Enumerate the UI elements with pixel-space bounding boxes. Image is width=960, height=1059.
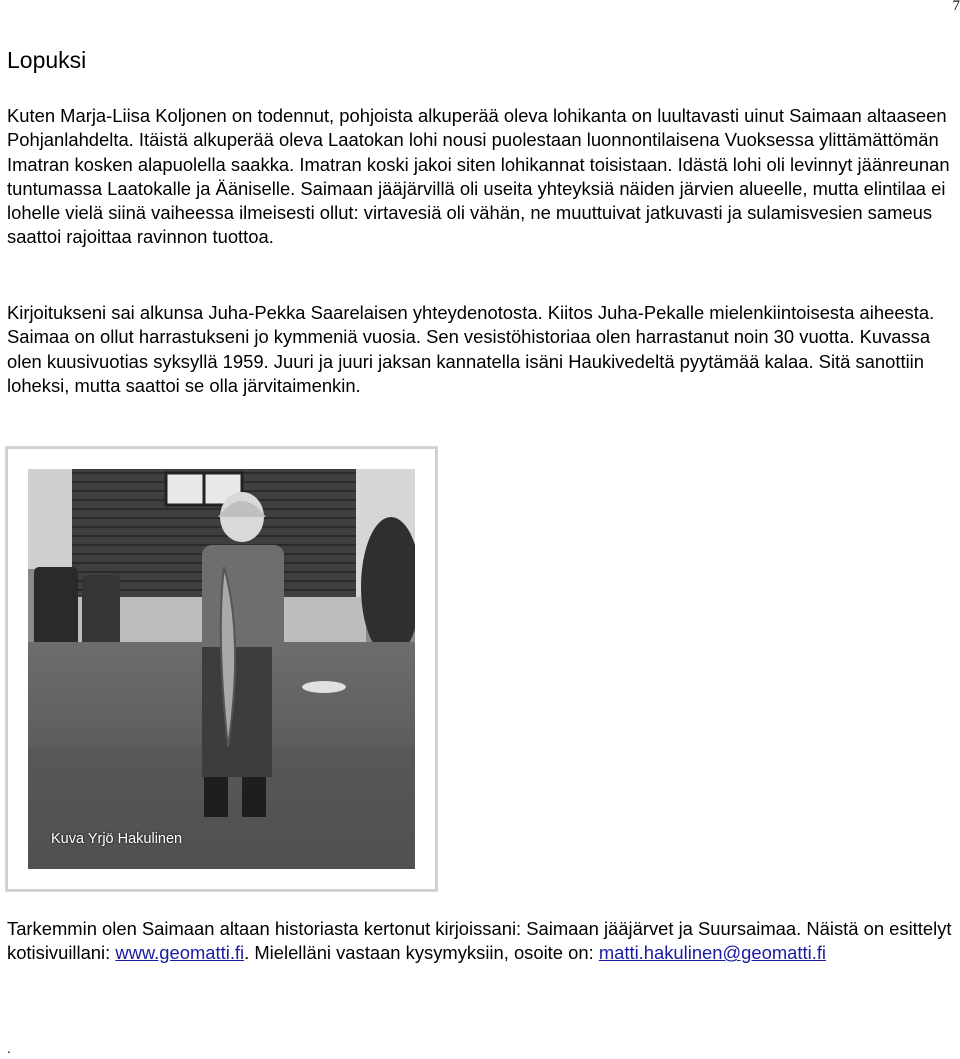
website-link[interactable]: www.geomatti.fi — [115, 942, 245, 964]
photo-caption: Kuva Yrjö Hakulinen — [51, 831, 183, 847]
end-mark: . — [7, 1040, 11, 1056]
photo-boy-with-fish — [6, 447, 437, 891]
photo-illustration — [6, 447, 437, 891]
paragraph-references — [7, 917, 957, 966]
section-heading: Lopuksi — [7, 47, 87, 73]
email-link[interactable]: matti.hakulinen@geomatti.fi — [598, 942, 827, 964]
page-number: 7 — [952, 0, 960, 14]
paragraph-author: Kirjoitukseni sai alkunsa Juha-Pekka Saarelaisen yhteydenotosta. Kiitos Juha-Pekalle mielenkiintoisesta aiheesta. Saimaa on ollut harrastukseni jo kymmeniä vuosia. Sen vesistöhistoriaa olen harrastanut noin 30 vuotta. Kuvassa olen kuusivuotias syksyllä 1959. Juuri ja juuri jaksan kannatella isäni Haukivedeltä pyytämää kalaa. Sitä sanottiin loheksi, mutta saattoi se olla järvitaimenkin. — [7, 302, 935, 396]
references-text-2: . Mielelläni vastaan kysymyksiin, osoite on: — [244, 942, 599, 964]
paragraph-origins: Kuten Marja-Liisa Koljonen on todennut, pohjoista alkuperää oleva lohikanta on luultavasti uinut Saimaan altaaseen Pohjanlahdelta. Itäistä alkuperää oleva Laatokan lohi nousi puolestaan luonnontilaisena Vuoksessa ylittämättömän Imatran kosken alapuolella saakka. Imatran koski jakoi siten lohikannat toisistaan. Idästä lohi oli levinnyt jäänreunan tuntumassa Laatokalle ja Ääniselle. Saimaan jääjärvillä oli useita yhteyksiä näiden järvien alueelle, mutta elintilaa ei lohelle vielä siinä vaiheessa ilmeisesti ollut: virtavesiä oli vähän, ne muuttuivat jatkuvasti ja sulamisvesien sameus saattoi rajoittaa ravinnon tuottoa. — [7, 105, 950, 248]
references-text-1: Tarkemmin olen Saimaan altaan historiasta kertonut kirjoissani: Saimaan jääjärvet ja Suursaimaa. Näistä on esittelyt kotisivuillani: — [7, 918, 952, 964]
